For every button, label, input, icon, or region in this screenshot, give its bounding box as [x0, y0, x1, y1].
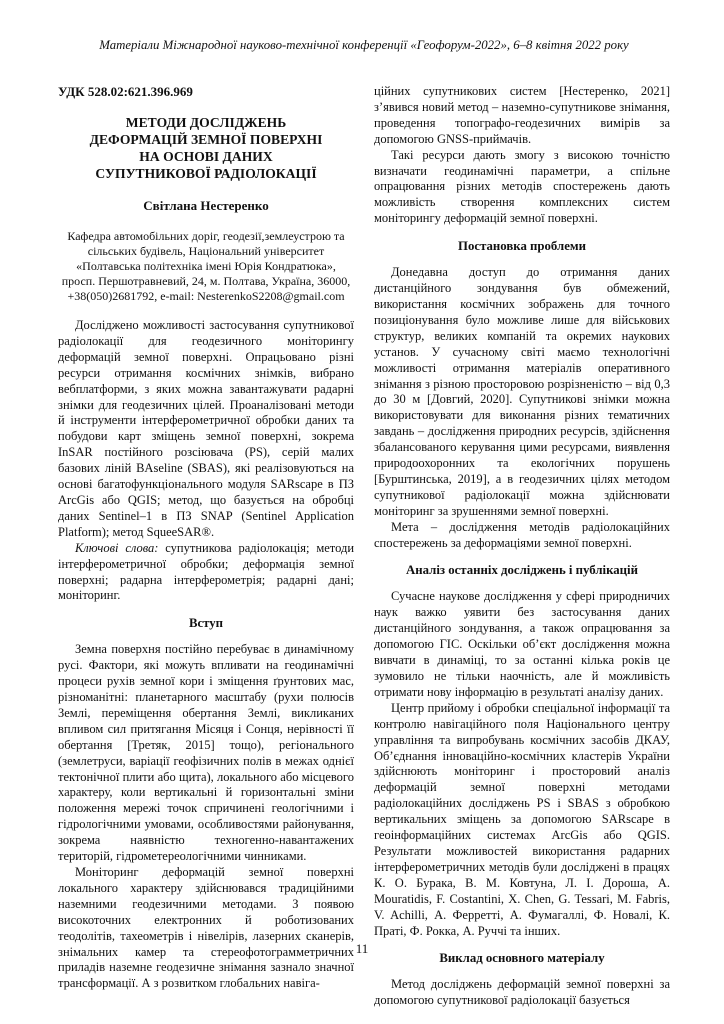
intro-paragraph-1: Земна поверхня постійно перебуває в динамічному русі. Фактори, які можуть впливати на геодинамічні процеси рухів земної кори і зміщення ґрунтових мас, різноманітні: планетарного масштабу (рухи полюсів Землі, переміщення обертання Землі, викликаних впливом сил притягання Місяця і Сонця, нерівності її обертання [Третяк, 2015] тощо), регіонального (землетруси, варіації геофізичних полів в межах однієї тектонічної плити або щита), локального або місцевого характеру, коли вертикальні й горизонтальні зміни положення мережі точок спричинені геологічними і гідрологічними умовами, особливостями районування, зокрема наявністю техногенно-навантажених територій, гідрометереологічними чинниками.: [58, 642, 354, 864]
analysis-paragraph-1: Сучасне наукове дослідження у сфері природничих наук важко уявити без застосування даних дистанційного зондування, а також опрацювання за допомогою ГІС. Оскільки об’єкт дослідження можна вивчати в динаміці, то за останні кілька років це зумовило не тільки наочність, але й можливість отримати нову інформацію в результаті аналізу даних.: [374, 589, 670, 699]
intro-paragraph-3: Такі ресурси дають змогу з високою точністю визначати геодинамічні параметри, а спільне опрацювання різних методів спостережень дають можливість створення комплексних систем моніторингу деформацій земної поверхні.: [374, 147, 670, 226]
author-name: Світлана Нестеренко: [143, 198, 269, 213]
article-title-line: ДЕФОРМАЦІЙ ЗЕМНОЇ ПОВЕРХНІ: [89, 132, 323, 147]
page-number: 11: [355, 941, 369, 956]
two-column-body: [58, 84, 670, 1009]
article-title-line: МЕТОДИ ДОСЛІДЖЕНЬ: [125, 115, 287, 130]
keywords-text: супутникова радіолокація; методи інтерферометричної обробки; деформація земної поверхні; радарна інтерферометрія; радарні дані; моніторинг.: [58, 540, 355, 603]
abstract-paragraph: Досліджено можливості застосування супутникової радіолокації для геодезичного моніторингу деформацій земної поверхні. Опрацьовано різні ресурси отримання космічних знімків, вибрано вебплатформи, з яких можна завантажувати радарні знімки для геодезичних цілей. Проаналізовані методи й інструменти інтерферометричної обробки даних та побудови карт зміщень земної поверхні, зокрема InSAR постійного розсіювача (PS), серій малих базових ліній BAseline (SBAS), які реалізовуються на основі багатофункціонального модуля SARscape в ПЗ ArcGis або QGIS; метод, що базується на обробці даних Sentinel–1 в ПЗ SNAP (Sentinel Application Platform); метод SqueeSAR®.: [58, 318, 354, 539]
main-paragraph-1: Метод досліджень деформацій земної поверхні за допомогою супутникової радіолокації базується: [374, 977, 670, 1008]
udc-number: УДК 528.02:621.396.969: [58, 84, 193, 99]
analysis-paragraph-2: Центр прийому і обробки спеціальної інформації та контролю навігаційного поля Національного центру управління та випробувань космічних засобів ДКАУ, Об’єднання інноваційно-космічних кластерів України здійснюють моніторинг і просторовий аналіз деформацій земної поверхні методами радіолокаційних досліджень PS і SBAS з обробкою вертикальних зміщень за допомогою SARscape в геоінформаційних системах ArcGis або QGIS. Результати можливостей використання радарних інтерферометричних методів були досліджені в працях К. О. Бурака, В. М. Ковтуна, Л. І. Дороша, A. Mouratidis, F. Costantini, X. Chen, G. Tessari, M. Fabris, V. Achilli, А. Ферретті, А. Фумагаллі, Ф. Новалі, К. Праті, Ф. Рокка, А. Руччі та інших.: [374, 700, 670, 938]
section-heading-main: Виклад основного матеріалу: [439, 951, 605, 966]
article-title-line: СУПУТНИКОВОЇ РАДІОЛОКАЦІЇ: [95, 166, 317, 181]
section-heading-intro: Вступ: [188, 616, 224, 631]
section-heading-analysis: Аналіз останніх досліджень і публікацій: [406, 563, 638, 578]
running-head: Матеріали Міжнародної науково-технічної конференції «Геофорум-2022», 6–8 квітня 2022 року: [99, 38, 629, 52]
article-title-line: НА ОСНОВІ ДАНИХ: [139, 149, 273, 164]
left-column: [58, 84, 354, 1009]
keywords-label: Ключові слова:: [75, 540, 159, 555]
intro-paragraph-2-left: Моніторинг деформацій земної поверхні локального характеру здійснювався традиційними наземними геодезичними методами. З появою високоточних електронних й роботизованих теодолітів, тахеометрів і нівелірів, лазерних сканерів, знімальних камер та стереофотограмметричних приладів наземне геодезичне знімання зазнало значної трансформації. А з розвитком глобальних навіга-: [58, 865, 354, 991]
article-title: [58, 114, 354, 182]
keywords-paragraph: [58, 541, 354, 605]
problem-paragraph-2: Мета – дослідження методів радіолокаційних спостережень за деформаціями земної поверхні.: [374, 519, 670, 550]
problem-paragraph-1: Донедавна доступ до отримання даних дистанційного зондування був обмежений, використання космічних зображень для точного позиціонування було можливе лише для військових структур, великих компаній та окремих наукових установ. У сучасному світі маємо технологічні можливості отримання матеріалів оперативного знімання з різною просторовою розрізненістю – від 0,3 до 30 м [Довгий, 2020]. Супутникові знімки можна використовувати для виконання різних тематичних завдань – дослідження природних ресурсів, здійснення збалансованого керування цими ресурсами, виявлення природоохоронних та екологічних порушень [Бурштинська, 2019], а в геодезичних цілях методом супутникової радіолокації можна здійснювати моніторинг за зрушеннями земної поверхні.: [374, 265, 670, 518]
intro-paragraph-2-continued: ційних супутникових систем [Нестеренко, 2021] з’явився новий метод – наземно-супутникове знімання, проведення топографо-геодезичних вимірів за допомогою GNSS-приймачів.: [374, 84, 670, 146]
section-heading-problem: Постановка проблеми: [458, 239, 586, 254]
author-affiliation: Кафедра автомобільних доріг, геодезії,землеустрою та сільських будівель, Національний університет «Полтавська політехніка імені Юрія Кондратюка», просп. Першотравневий, 24, м. Полтава, Україна, 36000, +38(050)2681792, e-mail: NesterenkoS2208@gmail.com: [61, 229, 351, 303]
right-column: [374, 84, 670, 1009]
